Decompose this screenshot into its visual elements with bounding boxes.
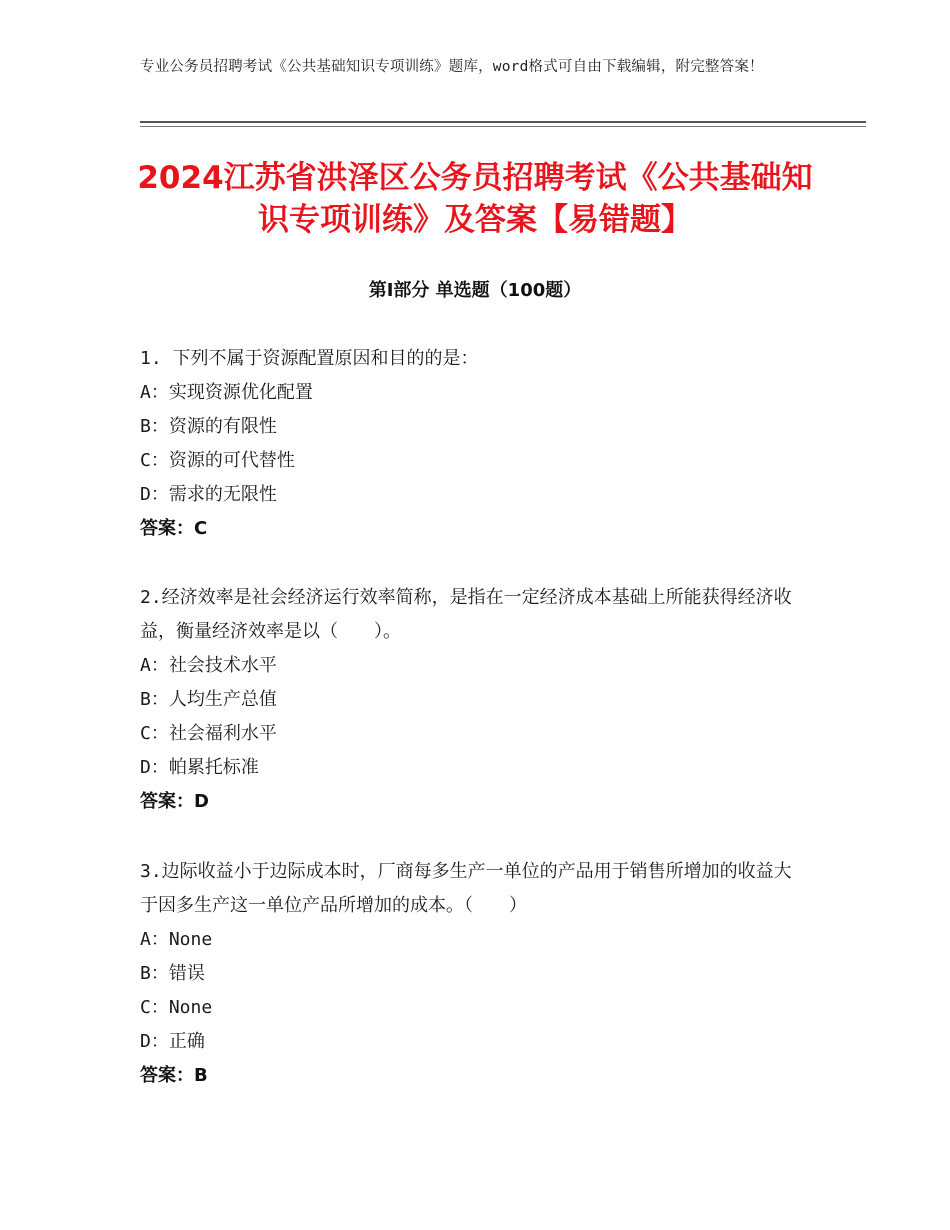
option-d: D：需求的无限性 [140, 484, 277, 505]
option-c: C：资源的可代替性 [140, 450, 295, 471]
header-divider-thin [140, 126, 866, 127]
option-c: C：None [140, 997, 213, 1018]
section-heading: 第Ⅰ部分 单选题（100题） [368, 280, 582, 301]
option-d: D：正确 [140, 1031, 205, 1052]
question-stem: 3.边际收益小于边际成本时，厂商每多生产一单位的产品用于销售所增加的收益大于因多生产这一单位产品所增加的成本。（ ） [140, 861, 792, 916]
header-divider [140, 121, 866, 123]
option-b: B：资源的有限性 [140, 416, 277, 437]
question-stem: 2.经济效率是社会经济运行效率简称，是指在一定经济成本基础上所能获得经济收益，衡量经济效率是以（ ）。 [140, 587, 792, 642]
option-a: A：社会技术水平 [140, 655, 277, 676]
answer-line: 答案：C [140, 518, 208, 539]
question-2 [140, 581, 800, 819]
question-1 [140, 342, 800, 546]
option-d: D：帕累托标准 [140, 757, 259, 778]
answer-line: 答案：D [140, 791, 209, 812]
option-c: C：社会福利水平 [140, 723, 277, 744]
option-b: B：错误 [140, 963, 205, 984]
document-title: 2024江苏省洪泽区公务员招聘考试《公共基础知识专项训练》及答案【易错题】 [137, 160, 813, 238]
question-stem: 1. 下列不属于资源配置原因和目的的是： [140, 348, 479, 369]
question-3 [140, 855, 800, 1093]
option-a: A：实现资源优化配置 [140, 382, 313, 403]
option-a: A：None [140, 929, 213, 950]
option-b: B：人均生产总值 [140, 689, 277, 710]
header-note: 专业公务员招聘考试《公共基础知识专项训练》题库，word格式可自由下载编辑，附完整答案！ [140, 59, 764, 75]
answer-line: 答案：B [140, 1065, 208, 1086]
